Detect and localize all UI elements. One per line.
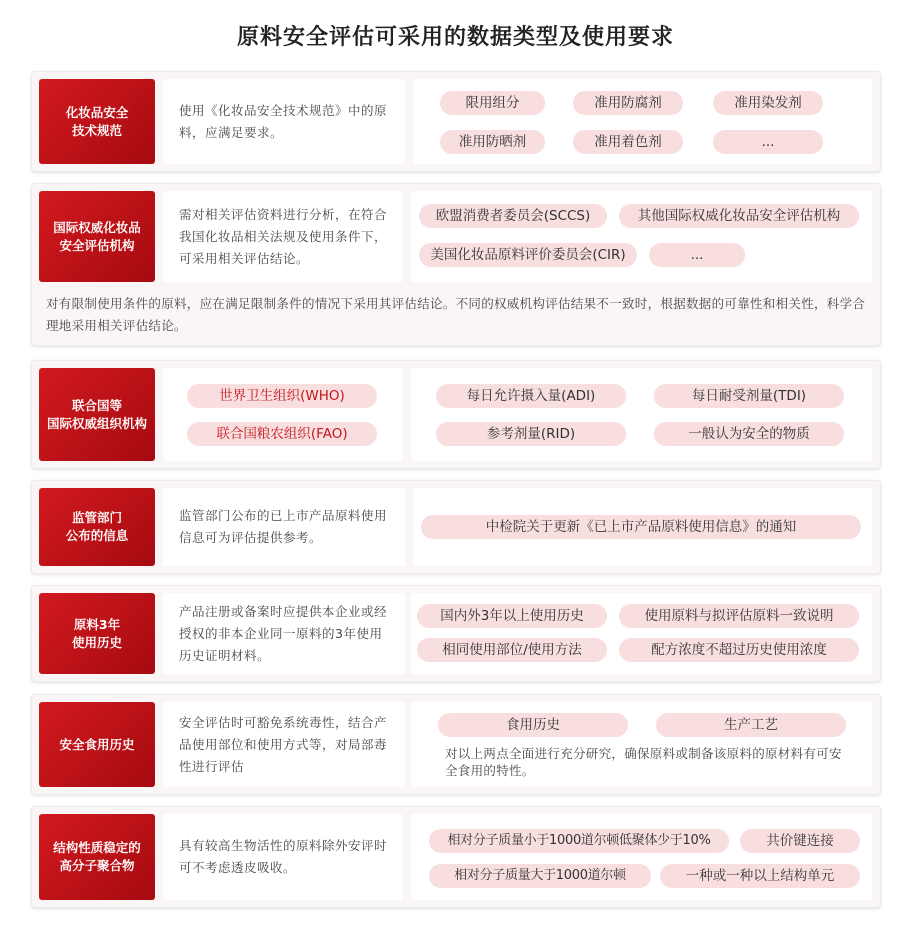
section-un-international-orgs — [31, 360, 881, 469]
item-pill: 一种或一种以上结构单元 — [660, 864, 860, 888]
org-panel — [163, 368, 403, 461]
item-pill: 国内外3年以上使用历史 — [417, 604, 607, 628]
section-note: 对以上两点全面进行充分研究，确保原料或制备该原料的原材料有可安全食用的特性。 — [445, 746, 842, 778]
item-pill: 相对分子质量小于1000道尔顿低聚体少于10% — [429, 829, 729, 853]
section-description: 产品注册或备案时应提供本企业或经授权的非本企业同一原料的3年使用历史证明材料。 — [163, 593, 405, 674]
item-pill: 美国化妆品原料评价委员会(CIR) — [419, 243, 637, 267]
item-pill: 准用防晒剂 — [440, 130, 545, 154]
item-pill: 相同使用部位/使用方法 — [417, 638, 607, 662]
org-pill: 世界卫生组织(WHO) — [187, 384, 377, 408]
item-pill: 一般认为安全的物质 — [654, 422, 844, 446]
item-pill: 欧盟消费者委员会(SCCS) — [419, 204, 607, 228]
section-description: 安全评估时可豁免系统毒性，结合产品使用部位和使用方式等，对局部毒性进行评估 — [163, 702, 405, 787]
section-cosmetic-safety-spec — [31, 71, 881, 172]
item-panel — [411, 191, 872, 282]
item-pill: 准用着色剂 — [573, 130, 683, 154]
item-panel — [411, 702, 872, 787]
item-pill: ... — [713, 130, 823, 154]
section-label: 国际权威化妆品 安全评估机构 — [39, 191, 155, 282]
section-regulator-published-info — [31, 480, 881, 574]
section-label: 原料3年 使用历史 — [39, 593, 155, 674]
item-pill: 食用历史 — [438, 713, 628, 737]
item-pill: 准用防腐剂 — [573, 91, 683, 115]
item-pill: 相对分子质量大于1000道尔顿 — [429, 864, 651, 888]
section-description: 具有较高生物活性的原料除外安评时可不考虑透皮吸收。 — [163, 814, 403, 900]
section-description: 使用《化妆品安全技术规范》中的原料，应满足要求。 — [163, 79, 405, 164]
item-pill: 其他国际权威化妆品安全评估机构 — [619, 204, 859, 228]
section-label: 结构性质稳定的 高分子聚合物 — [39, 814, 155, 900]
item-pill: 每日耐受剂量(TDI) — [654, 384, 844, 408]
item-pill: 限用组分 — [440, 91, 545, 115]
item-panel — [411, 593, 872, 674]
item-pill: 生产工艺 — [656, 713, 846, 737]
section-description: 需对相关评估资料进行分析，在符合我国化妆品相关法规及使用条件下，可采用相关评估结论。 — [163, 191, 403, 282]
item-pill: 准用染发剂 — [713, 91, 823, 115]
item-pill: 使用原料与拟评估原料一致说明 — [619, 604, 859, 628]
item-pill: 参考剂量(RID) — [436, 422, 626, 446]
section-international-assessment-bodies — [31, 183, 881, 346]
section-note: 对有限制使用条件的原料，应在满足限制条件的情况下采用其评估结论。不同的权威机构评估结果不一致时，根据数据的可靠性和相关性，科学合理地采用相关评估结论。 — [46, 296, 866, 333]
item-panel — [413, 488, 872, 566]
section-label: 监管部门 公布的信息 — [39, 488, 155, 566]
section-label: 化妆品安全 技术规范 — [39, 79, 155, 164]
item-panel — [411, 368, 872, 461]
item-pill: 共价键连接 — [740, 829, 860, 853]
org-pill: 联合国粮农组织(FAO) — [187, 422, 377, 446]
section-stable-polymer — [31, 806, 881, 908]
item-pill: 配方浓度不超过历史使用浓度 — [619, 638, 859, 662]
section-raw-material-3yr-history — [31, 585, 881, 682]
item-pill: ... — [649, 243, 745, 267]
section-label: 联合国等 国际权威组织机构 — [39, 368, 155, 461]
item-panel — [411, 814, 872, 900]
item-pill: 中检院关于更新《已上市产品原料使用信息》的通知 — [421, 515, 861, 539]
page-title: 原料安全评估可采用的数据类型及使用要求 — [236, 25, 674, 50]
section-safe-food-history — [31, 694, 881, 795]
section-label: 安全食用历史 — [39, 702, 155, 787]
item-pill: 每日允许摄入量(ADI) — [436, 384, 626, 408]
section-description: 监管部门公布的已上市产品原料使用信息可为评估提供参考。 — [163, 488, 405, 566]
item-panel — [413, 79, 872, 164]
